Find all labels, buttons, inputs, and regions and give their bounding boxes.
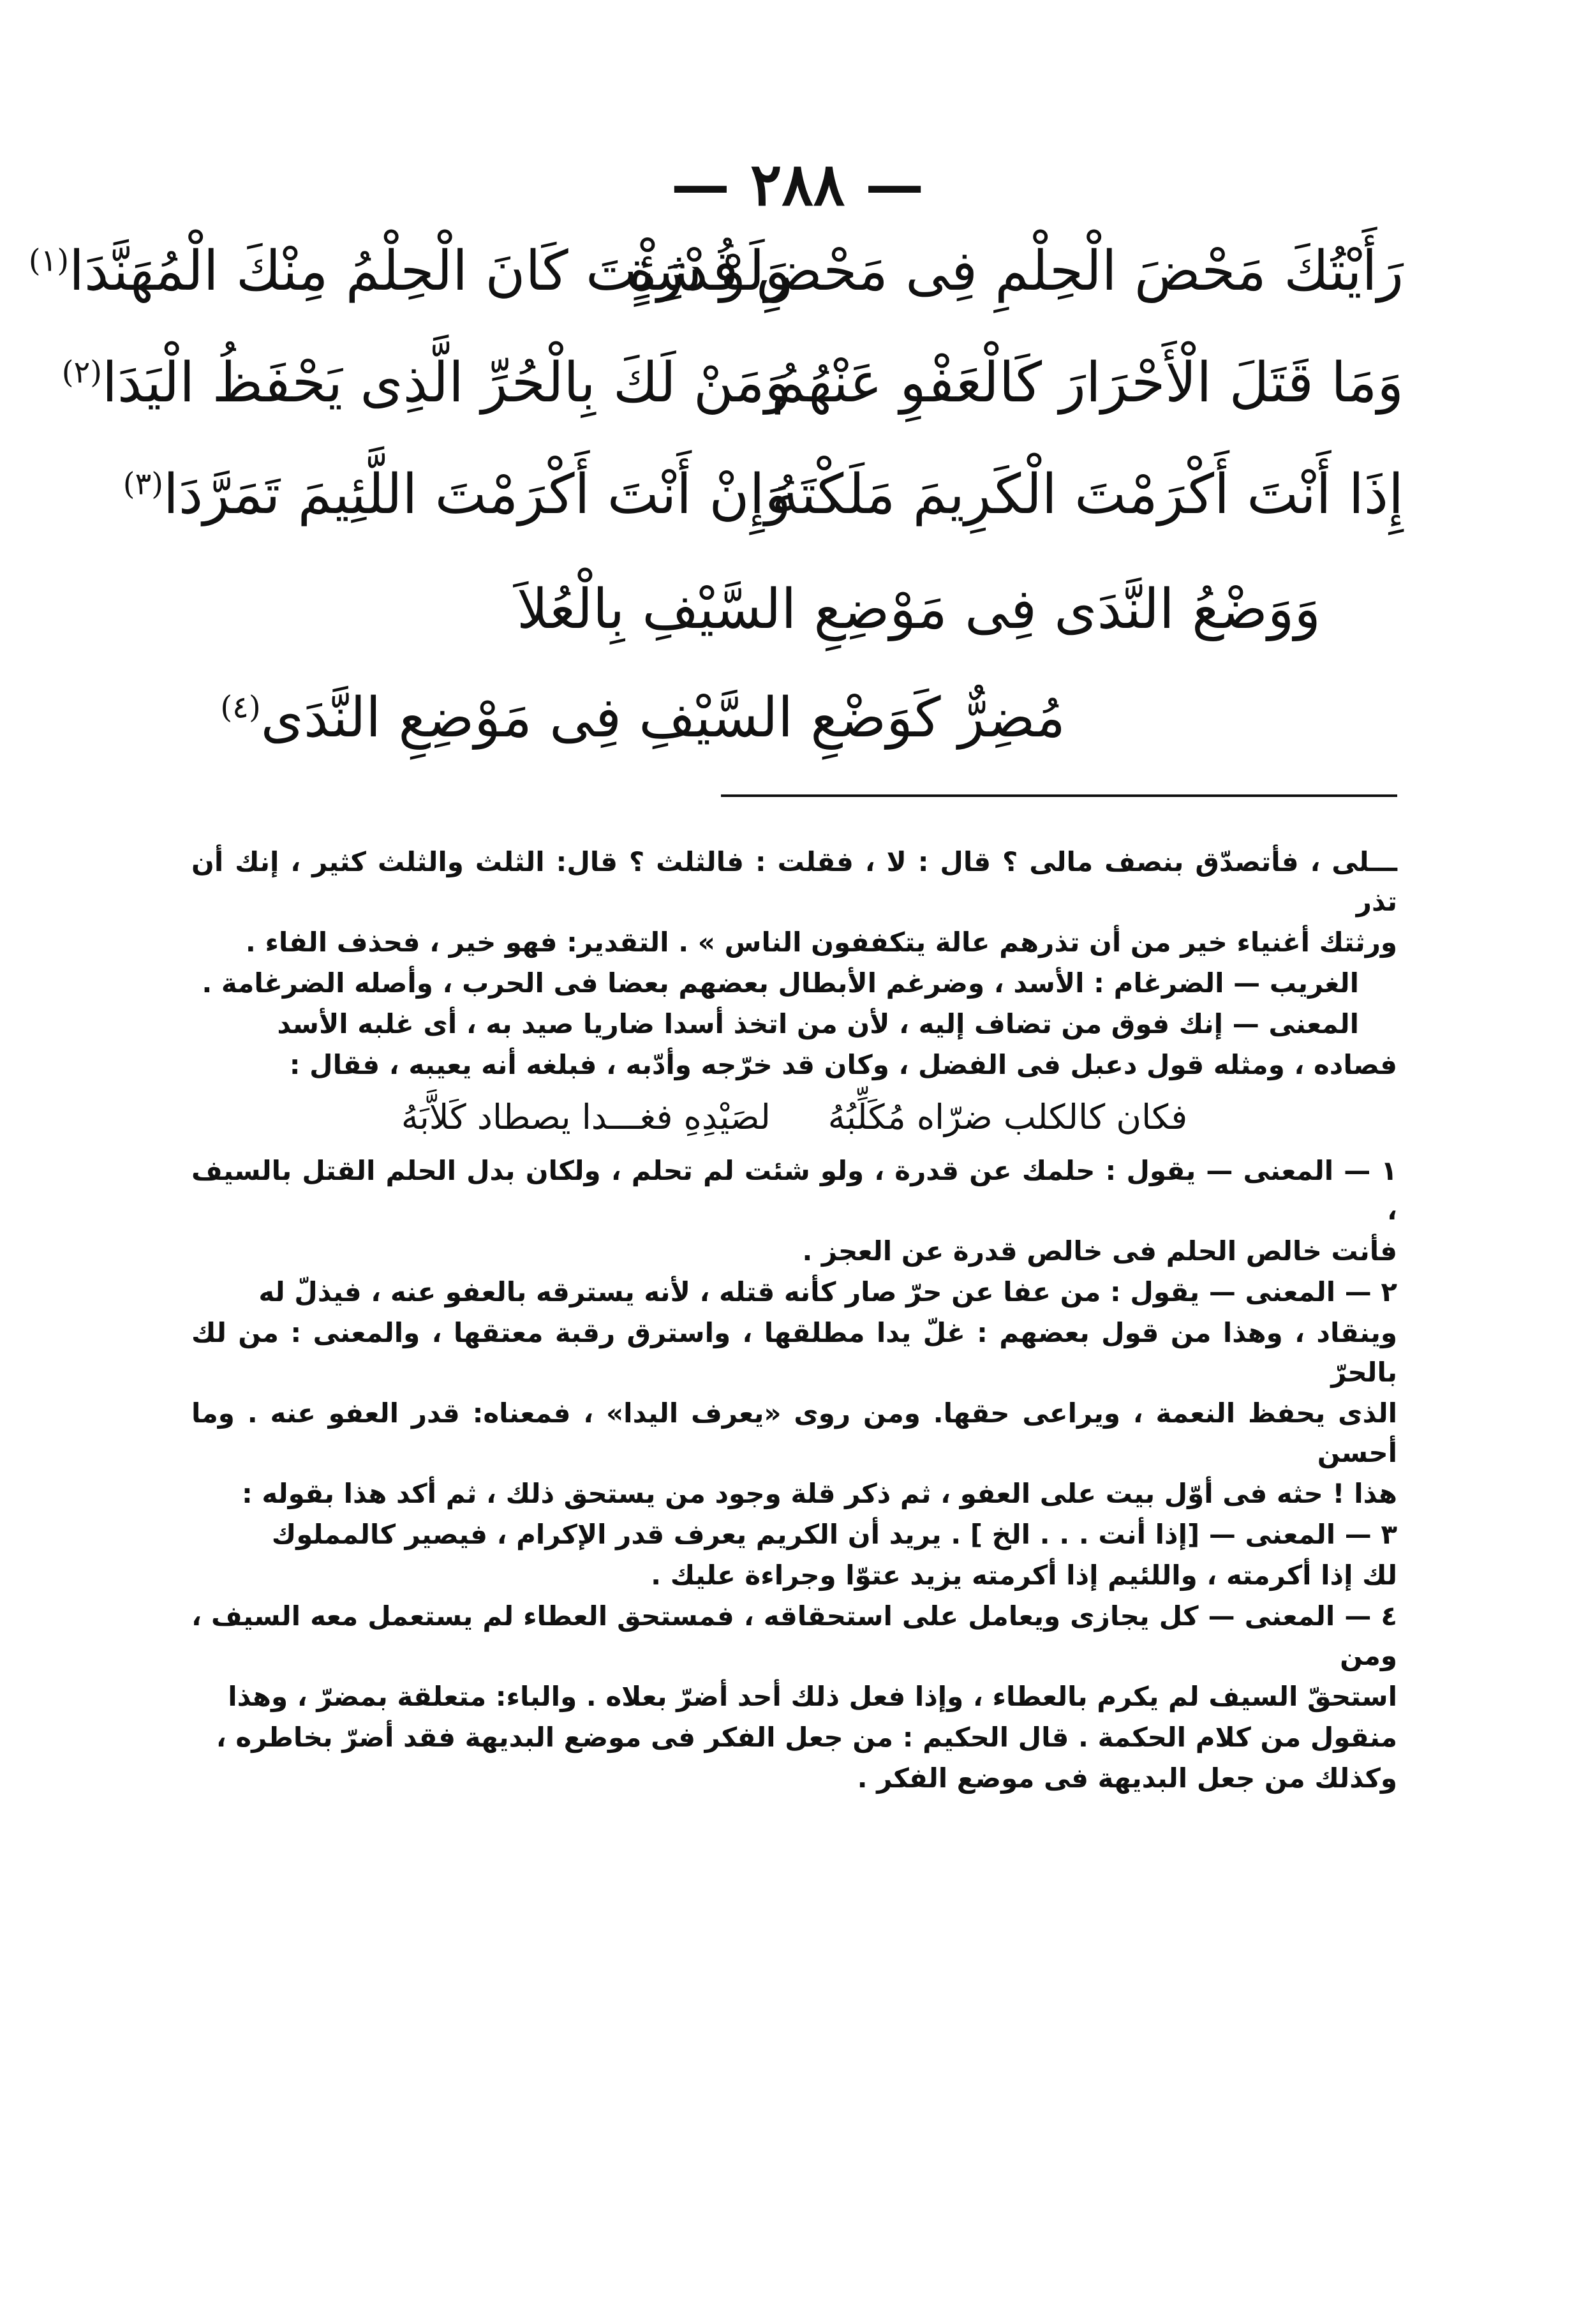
note-1: ١ — المعنى — يقول : حلمك عن قدرة ، ولو شئت لم تحلم ، ولكان بدل الحلم القتل بالسيف ، [191, 1155, 1397, 1226]
note-2-cont: وينقاد ، وهذا من قول بعضهم : غلّ يدا مطلقها ، واسترق رقبة معتقها ، والمعنى : من لك بالحرّ [191, 1317, 1397, 1388]
mana-line-cont: فصاده ، ومثله قول دعبل فى الفضل ، وكان قد خرّجه وأدّبه ، فبلغه أنه يعيبه ، فقال : [289, 1049, 1397, 1080]
note-1-cont: فأنت خالص الحلم فى خالص قدرة عن العجز . [802, 1235, 1397, 1267]
verse-1-first-hemistich: رَأَيْتُكَ مَحْضَ الْحِلْمِ فِى مَحْضِ قُدْرَةٍ [628, 239, 1404, 303]
note-2-cont: هذا ! حثه فى أوّل بيت على العفو ، ثم ذكر قلة وجود من يستحق ذلك ، ثم أكد هذا بقوله : [241, 1478, 1397, 1509]
verse-3-second-hemistich [122, 459, 791, 530]
final-verse-line-2-text: مُضِرٌّ كَوَضْعِ السَّيْفِ فِى مَوْضِعِ النَّدَى [260, 686, 1065, 750]
quoted-verse-first: فكان كالكلب ضرّاه مُكَلِّبُهُ [827, 1097, 1188, 1137]
note-3-cont: لك إذا أكرمته ، واللئيم إذا أكرمته يزيد عتوّا وجراءة عليك . [651, 1560, 1397, 1591]
verse-3-first-hemistich: إِذَا أَنْتَ أَكْرَمْتَ الْكَرِيمَ مَلَكْتَهُ [771, 463, 1404, 526]
verse-2-second-hemistich [61, 348, 791, 418]
note-2-cont: الذى يحفظ النعمة ، ويراعى حقها. ومن روى «يعرف اليدا» ، فمعناه: قدر العفو عنه . وما أحسن [191, 1397, 1397, 1468]
page-number: — ٢٨٨ — [671, 150, 924, 219]
note-2: ٢ — المعنى — يقول : من عفا عن حرّ صار كأنه قتله ، لأنه يسترقه بالعفو عنه ، فيذلّ له [258, 1276, 1397, 1307]
separator-rule [721, 794, 1397, 797]
verse-1-second-text: وَلَوْ شِئْتَ كَانَ الْحِلْمُ مِنْكَ الْمُهَنَّدَا [69, 239, 791, 303]
verse-1-second-hemistich [28, 236, 791, 306]
note-4-cont: استحقّ السيف لم يكرم بالعطاء ، وإذا فعل ذلك أحد أضرّ بعلاه . والباء: متعلقة بمضرّ ، وهذا [228, 1681, 1397, 1712]
mana-line: المعنى — إنك فوق من تضاف إليه ، لأن من اتخذ أسدا ضاريا صيد به ، أى غلبه الأسد [277, 1008, 1359, 1039]
footnote-ref-3: (٣) [122, 466, 163, 502]
note-4-cont: منقول من كلام الحكمة . قال الحكيم : من جعل الفكر فى موضع البديهة فقد أضرّ بخاطره ، [216, 1722, 1397, 1753]
verse-row-3 [122, 459, 1404, 536]
quoted-verse-second: لصَيْدِهِ فغـــدا يصطاد كَلاَّبَهُ [401, 1097, 771, 1137]
verse-2-first-hemistich: وَمَا قَتَلَ الْأَحْرَارَ كَالْعَفْوِ عَنْهُمُ [771, 351, 1404, 415]
footnote-ref-2: (٢) [61, 354, 103, 391]
verse-2-second-text: وَمَنْ لَكَ بِالْحُرِّ الَّذِى يَحْفَظُ الْيَدَا [102, 351, 791, 415]
final-verse-line-2 [220, 683, 1065, 753]
verse-row-2 [61, 348, 1404, 424]
footnote-ref-4: (٤) [220, 689, 261, 726]
commentary-section [191, 842, 1397, 1799]
final-verse-line-1: وَوَضْعُ النَّدَى فِى مَوْضِعِ السَّيْفِ بِالْعُلاَ [516, 577, 1321, 641]
commentary-line: ورثتك أغنياء خير من أن تذرهم عالة يتكففون الناس » . التقدير: فهو خير ، فحذف الفاء . [245, 927, 1397, 958]
note-4-cont: وكذلك من جعل البديهة فى موضع الفكر . [857, 1762, 1397, 1794]
footnote-ref-1: (١) [28, 242, 70, 279]
quoted-verse [191, 1089, 1397, 1146]
gharib-line: الغريب — الضرغام : الأسد ، وضرغم الأبطال بعضهم بعضا فى الحرب ، وأصله الضرغامة . [202, 967, 1359, 999]
note-3: ٣ — المعنى — [إذا أنت . . . الخ ] . يريد أن الكريم يعرف قدر الإكرام ، فيصير كالمملوك [271, 1519, 1397, 1550]
verse-row-1 [28, 236, 1404, 313]
note-4: ٤ — المعنى — كل يجازى ويعامل على استحقاقه ، فمستحق العطاء لم يستعمل معه السيف ، ومن [191, 1600, 1397, 1671]
verse-3-second-text: وَإِنْ أَنْتَ أَكْرَمْتَ اللَّئِيمَ تَمَرَّدَا [163, 463, 791, 526]
commentary-line: ـــلى ، فأتصدّق بنصف مالى ؟ قال : لا ، فقلت : فالثلث ؟ قال: الثلث والثلث كثير ، إنك أن تذر [191, 846, 1397, 917]
